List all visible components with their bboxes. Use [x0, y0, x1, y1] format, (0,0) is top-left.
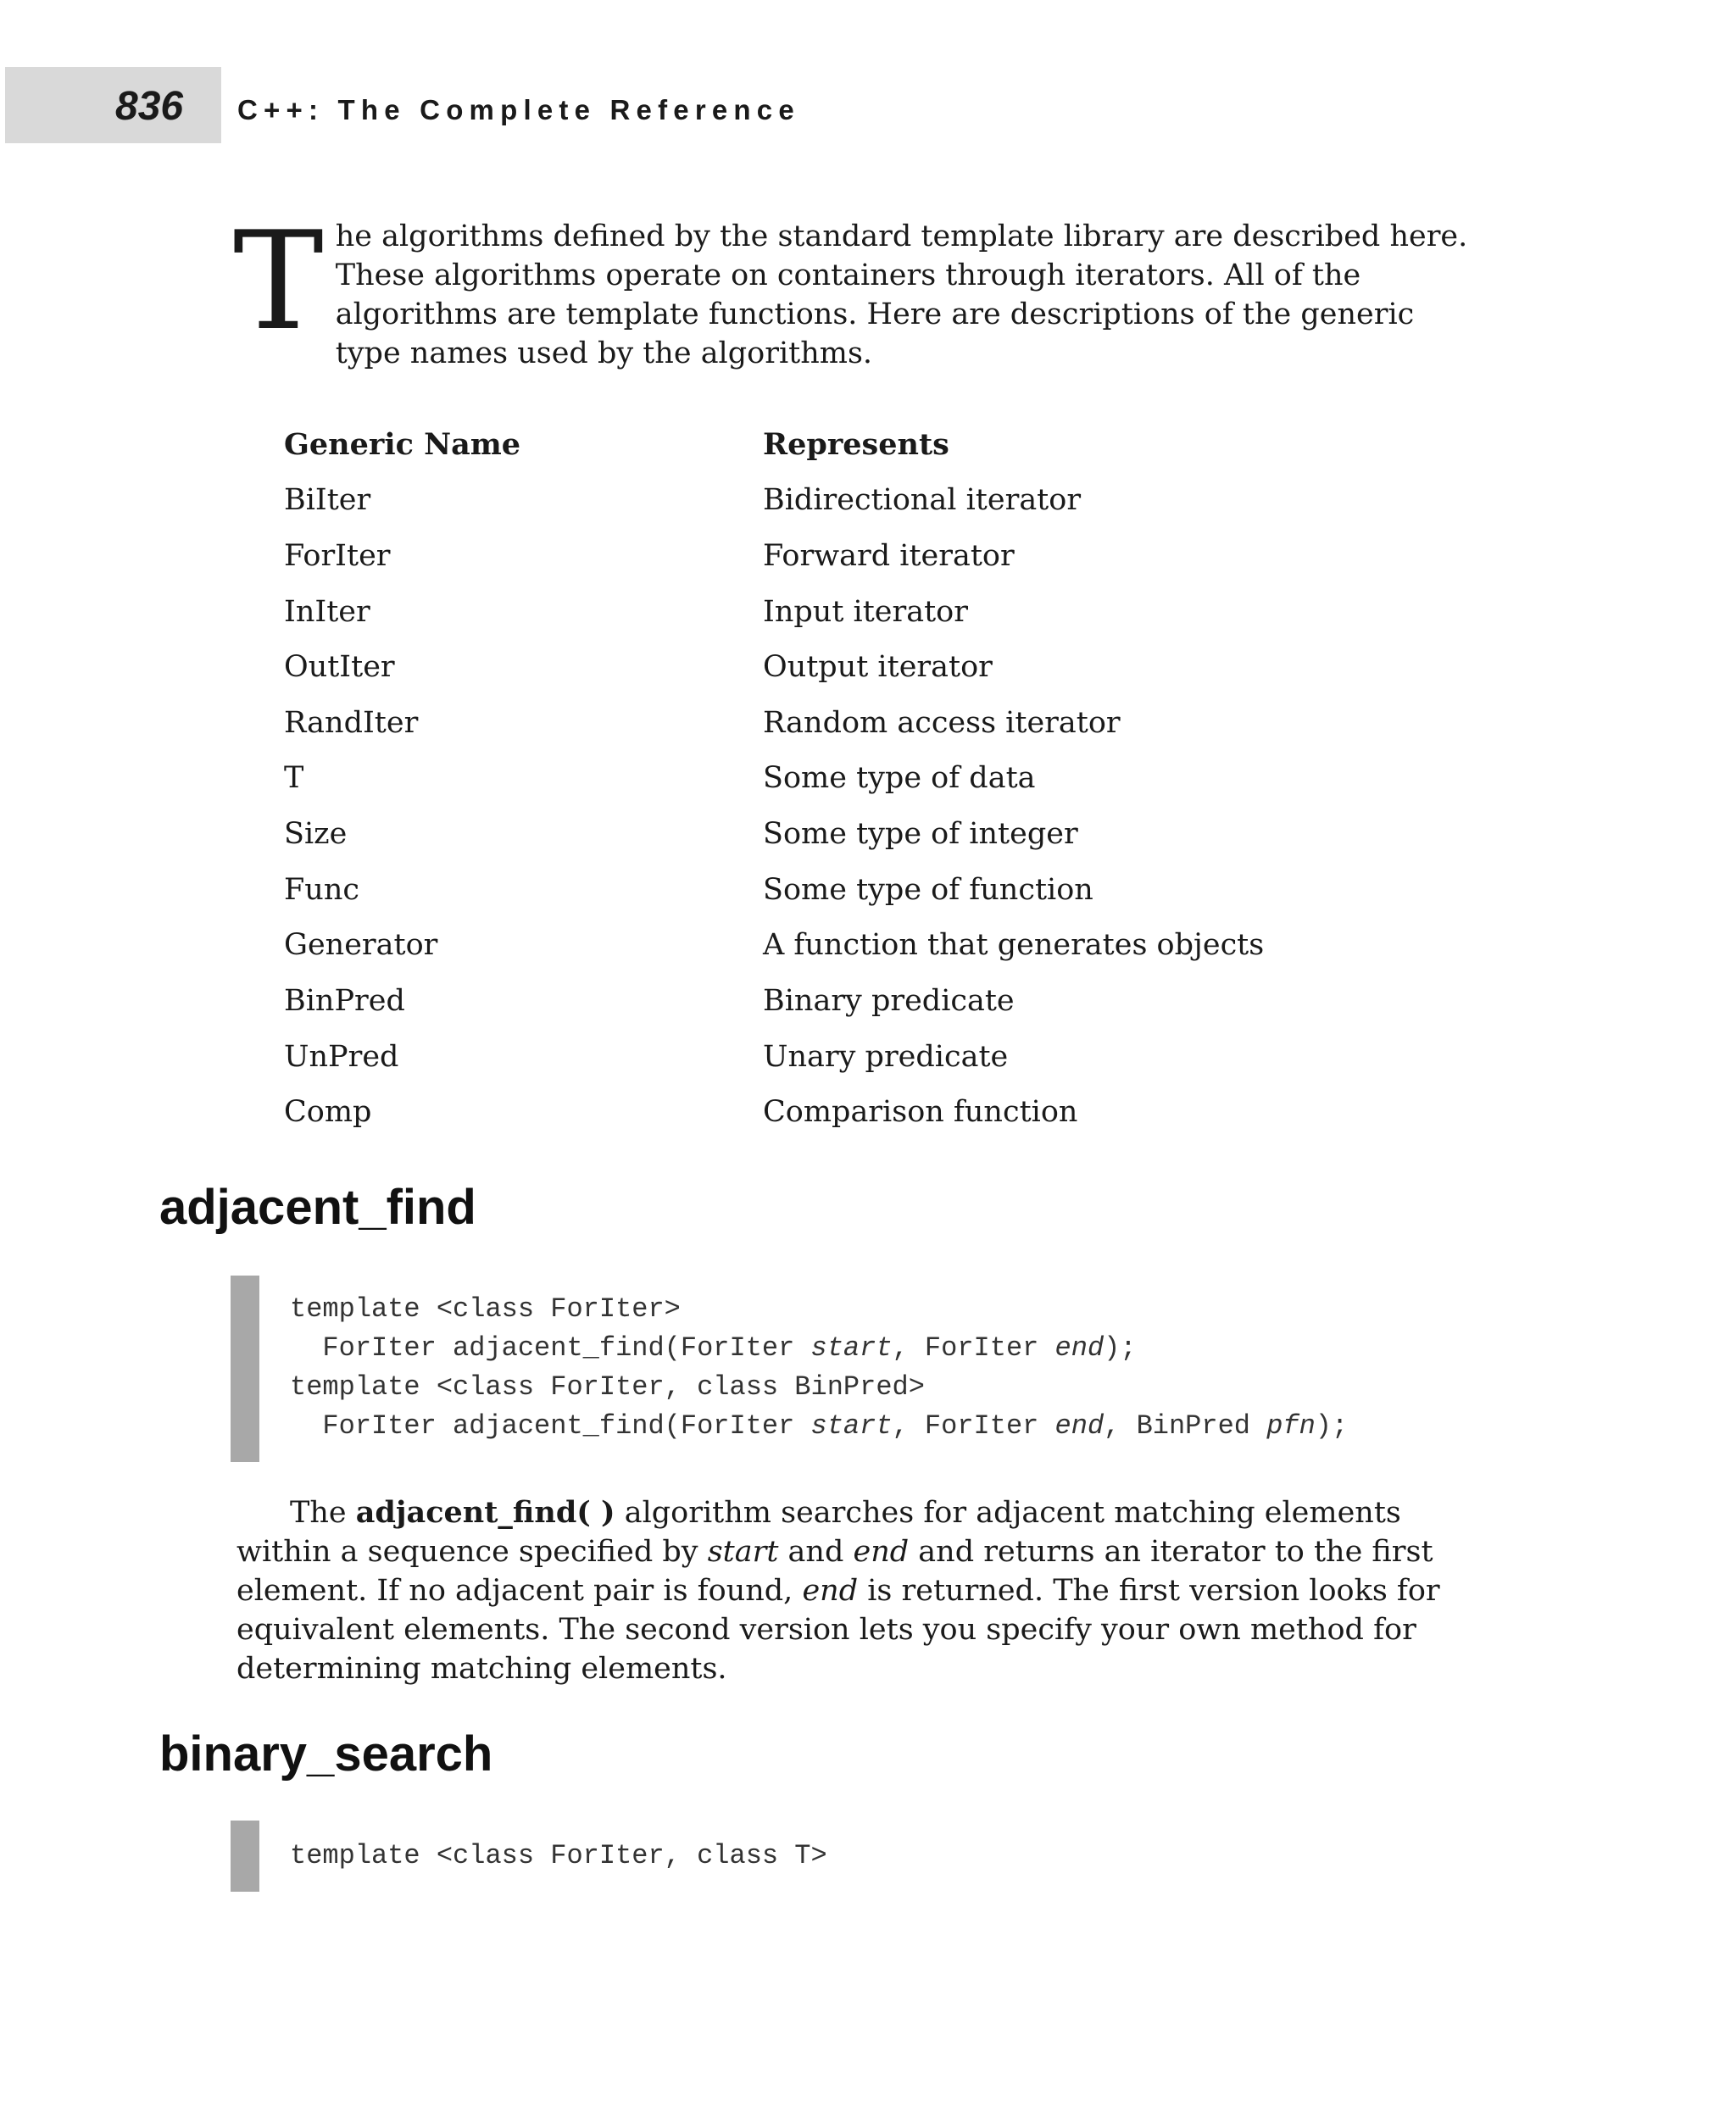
table-row — [284, 921, 1301, 969]
column-header-represents: Represents — [763, 427, 949, 462]
page-number: 836 — [115, 84, 184, 129]
table-row — [284, 977, 1301, 1025]
represents-cell: Unary predicate — [763, 1040, 1009, 1074]
represents-cell: Input iterator — [763, 595, 968, 629]
generic-name-cell: Comp — [284, 1095, 372, 1129]
table-row — [284, 476, 1301, 524]
generic-name-cell: ForIter — [284, 539, 391, 573]
table-row — [284, 810, 1301, 858]
generic-name-cell: Generator — [284, 928, 438, 962]
code-line: template <class ForIter, class BinPred> — [290, 1371, 925, 1403]
represents-cell: Random access iterator — [763, 706, 1121, 740]
generic-name-cell: T — [284, 761, 304, 795]
column-header-generic-name: Generic Name — [284, 427, 521, 462]
adjacent-find-description: The adjacent_find( ) algorithm searches for adjacent matching elements within a sequence specified by start and end and returns an iterator to the first element. If no adjacent pair is found, end is returned. The first version looks for equivalent elements. The second version lets you specify your own method for determining matching elements. — [236, 1495, 1440, 1686]
table-row — [284, 588, 1301, 636]
code-line: template <class ForIter, class T> — [290, 1840, 827, 1871]
generic-name-cell: Func — [284, 873, 359, 907]
table-header-row — [284, 421, 1301, 469]
running-title: C++: The Complete Reference — [237, 94, 800, 125]
table-row — [284, 1033, 1301, 1081]
generic-name-cell: Size — [284, 817, 348, 851]
represents-cell: Bidirectional iterator — [763, 483, 1082, 517]
header-tab — [5, 67, 221, 143]
table-row — [284, 1088, 1301, 1136]
generic-name-cell: BinPred — [284, 984, 405, 1018]
intro-text: he algorithms defined by the standard template library are described here. These algorithms operate on containers through iterators. All of the algorithms are template functions. Here are descriptions of the generic type names used by the algorithms. — [335, 220, 1468, 370]
generic-name-cell: UnPred — [284, 1040, 399, 1074]
code-line: ForIter adjacent_find(ForIter start, ForIter end); — [290, 1332, 1137, 1364]
represents-cell: Binary predicate — [763, 984, 1015, 1018]
generic-name-cell: OutIter — [284, 650, 395, 684]
generic-name-cell: InIter — [284, 595, 370, 629]
table-row — [284, 754, 1301, 802]
binary-search-heading: binary_search — [159, 1726, 493, 1782]
represents-cell: Output iterator — [763, 650, 993, 684]
code-block-bar — [231, 1276, 259, 1462]
represents-cell: Forward iterator — [763, 539, 1015, 573]
code-block-bar — [231, 1821, 259, 1892]
table-row — [284, 532, 1301, 580]
represents-cell: Some type of data — [763, 761, 1036, 795]
drop-cap: T — [233, 202, 324, 360]
generic-name-cell: RandIter — [284, 706, 419, 740]
represents-cell: Comparison function — [763, 1095, 1078, 1129]
represents-cell: Some type of function — [763, 873, 1093, 907]
code-line: ForIter adjacent_find(ForIter start, ForIter end, BinPred pfn); — [290, 1410, 1349, 1442]
table-row — [284, 643, 1301, 691]
table-row — [284, 866, 1301, 914]
generic-name-cell: BiIter — [284, 483, 371, 517]
table-row — [284, 699, 1301, 747]
intro-paragraph — [233, 202, 1483, 373]
adjacent-find-heading: adjacent_find — [159, 1180, 476, 1235]
represents-cell: Some type of integer — [763, 817, 1078, 851]
represents-cell: A function that generates objects — [763, 928, 1265, 962]
code-line: template <class ForIter> — [290, 1293, 681, 1325]
